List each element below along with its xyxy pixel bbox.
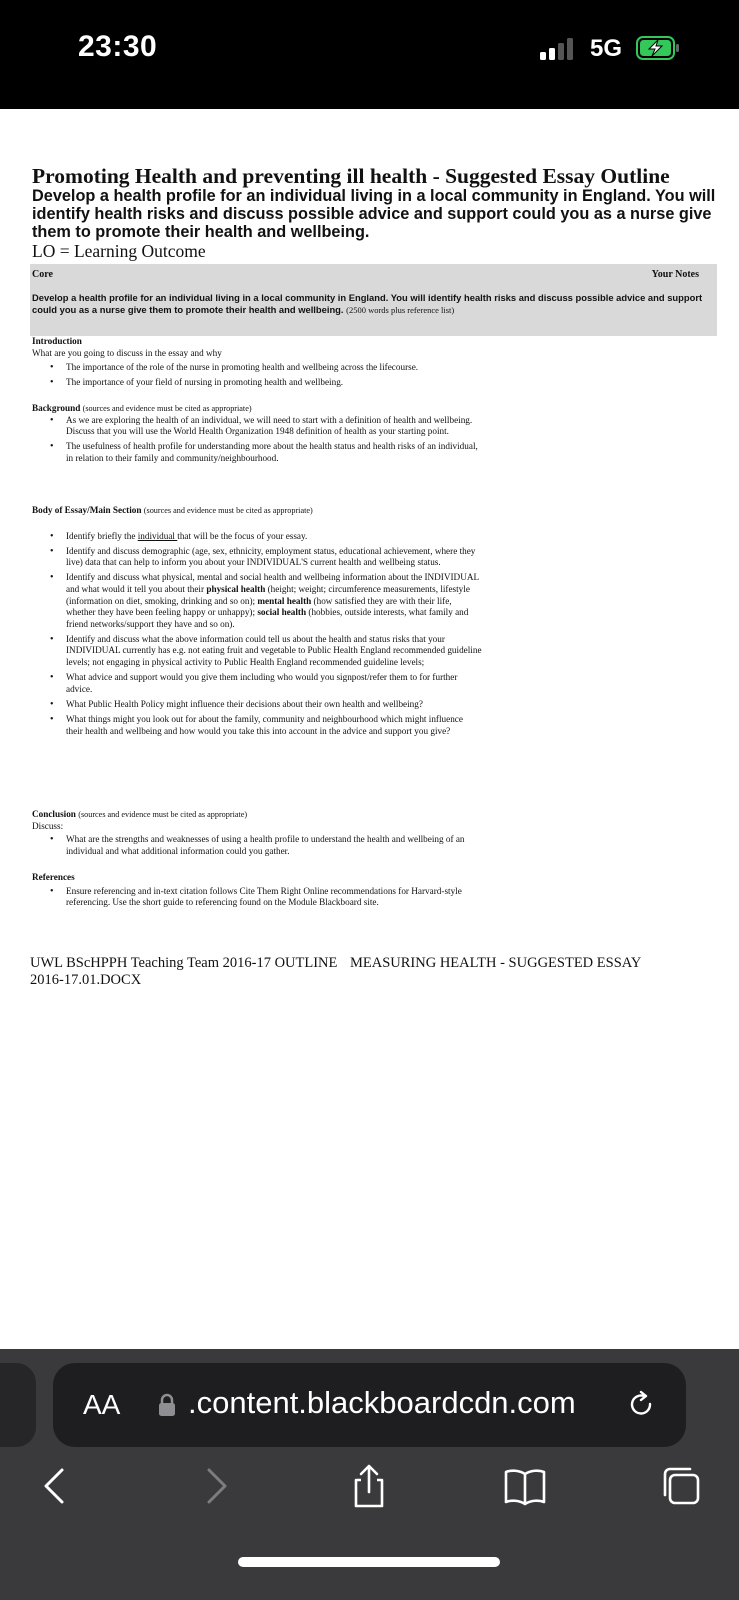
section-references	[32, 872, 482, 912]
task-word-count: (2500 words plus reference list)	[346, 305, 455, 315]
address-bar[interactable]	[53, 1363, 686, 1447]
section-conclusion	[32, 809, 482, 861]
share-icon[interactable]	[346, 1463, 392, 1509]
lo-line: LO = Learning Outcome	[32, 241, 206, 261]
list-item: • Identify briefly the individual that will be the focus of your essay.	[32, 531, 482, 543]
battery-icon	[636, 36, 680, 60]
conclusion-note: (sources and evidence must be cited as appropriate)	[78, 810, 248, 819]
bookmarks-icon[interactable]	[502, 1463, 548, 1509]
section-body	[32, 505, 482, 741]
section-background	[32, 403, 482, 468]
reload-icon[interactable]	[627, 1390, 657, 1420]
intro-heading: Introduction	[32, 336, 82, 346]
body-note: (sources and evidence must be cited as appropriate)	[143, 506, 313, 515]
url-text[interactable]: .content.blackboardcdn.com	[188, 1385, 576, 1420]
forward-icon[interactable]	[192, 1463, 238, 1509]
list-item: • Ensure referencing and in-text citation follows Cite Them Right Online recommendations for Harvard-style referencing. Use the short guide to referencing found on the Module Blackboard site.	[32, 886, 482, 909]
list-item: • What Public Health Policy might influence their decisions about their own health and wellbeing?	[32, 699, 482, 711]
previous-tab-preview[interactable]	[0, 1363, 36, 1447]
references-heading: References	[32, 872, 75, 882]
list-item: • What advice and support would you give them including who would you signpost/refer them to for further advice.	[32, 672, 482, 695]
doc-subtitle: Develop a health profile for an individual living in a local community in England. You will identify health risks and discuss possible advice and support could you as a nurse give them to promote their health and wellbeing.	[32, 187, 716, 241]
list-item: • Identify and discuss what physical, mental and social health and wellbeing information about the INDIVIDUAL and what would it tell you about their physical health (height; weight; circumference measurements, lifestyle (information on diet, smoking, drinking and so on); mental health (how satisfied they are with their life, whether they have been feeling happy or unhappy); social health (hobbies, outside interests, what family and friend networks/support they have and so on).	[32, 572, 482, 630]
doc-title: Promoting Health and preventing ill health - Suggested Essay Outline	[32, 164, 670, 188]
lock-icon	[157, 1393, 177, 1417]
tabs-icon[interactable]	[658, 1463, 704, 1509]
network-label: 5G	[590, 35, 623, 62]
list-item: • The importance of your field of nursing in promoting health and wellbeing.	[32, 377, 482, 389]
task-statement: Develop a health profile for an individual living in a local community in England. You will identify health risks and discuss possible advice and support could you as a nurse give them to promote their health and wellbeing.	[32, 292, 703, 315]
task-table	[30, 264, 717, 336]
body-heading: Body of Essay/Main Section	[32, 505, 142, 515]
conclusion-line: Discuss:	[32, 820, 64, 831]
list-item: • As we are exploring the health of an individual, we will need to start with a definition of health and wellbeing. Discuss that you will use the World Health Organization 1948 definition of health as your starting point.	[32, 415, 482, 438]
section-introduction	[32, 336, 482, 392]
document-view[interactable]	[0, 109, 739, 1349]
browser-toolbar	[0, 1349, 739, 1600]
doc-footer-right: MEASURING HEALTH - SUGGESTED ESSAY	[350, 955, 642, 971]
list-item: • The importance of the role of the nurse in promoting health and wellbeing across the lifecourse.	[32, 362, 482, 374]
doc-footer-left: UWL BScHPPH Teaching Team 2016-17 OUTLINE 2016-17.01.DOCX	[30, 955, 338, 988]
back-icon[interactable]	[33, 1463, 79, 1509]
status-bar	[0, 0, 739, 109]
signal-icon	[540, 38, 576, 60]
table-col-notes: Your Notes	[651, 269, 699, 280]
task-text	[32, 292, 712, 316]
list-item: • What things might you look out for about the family, community and neighbourhood which might influence their health and wellbeing and how would you take this into account in the advice and support you give?	[32, 714, 482, 737]
background-heading: Background	[32, 403, 81, 413]
list-item: • Identify and discuss what the above information could tell us about the health and status risks that your INDIVIDUAL currently has e.g. not eating fruit and vegetable to Public Health England recommended guideline levels; not engaging in physical activity to Public Health England recommended guideline levels;	[32, 634, 482, 669]
list-item: • Identify and discuss demographic (age, sex, ethnicity, employment status, educational achievement, where they live) data that can help to inform you about your INDIVIDUAL'S current health and wellbeing status.	[32, 546, 482, 569]
intro-line: What are you going to discuss in the essay and why	[32, 347, 222, 358]
status-time: 23:30	[78, 30, 158, 63]
list-item: • The usefulness of health profile for understanding more about the health status and health risks of an individual, in relation to their family and community/neighbourhood.	[32, 441, 482, 464]
table-col-core: Core	[32, 269, 53, 280]
reader-aa-button[interactable]: AA	[83, 1389, 121, 1420]
home-indicator	[238, 1557, 500, 1567]
background-note: (sources and evidence must be cited as appropriate)	[82, 404, 252, 413]
conclusion-heading: Conclusion	[32, 809, 76, 819]
list-item: • What are the strengths and weaknesses of using a health profile to understand the health and wellbeing of an individual and what additional information could you gather.	[32, 834, 482, 857]
